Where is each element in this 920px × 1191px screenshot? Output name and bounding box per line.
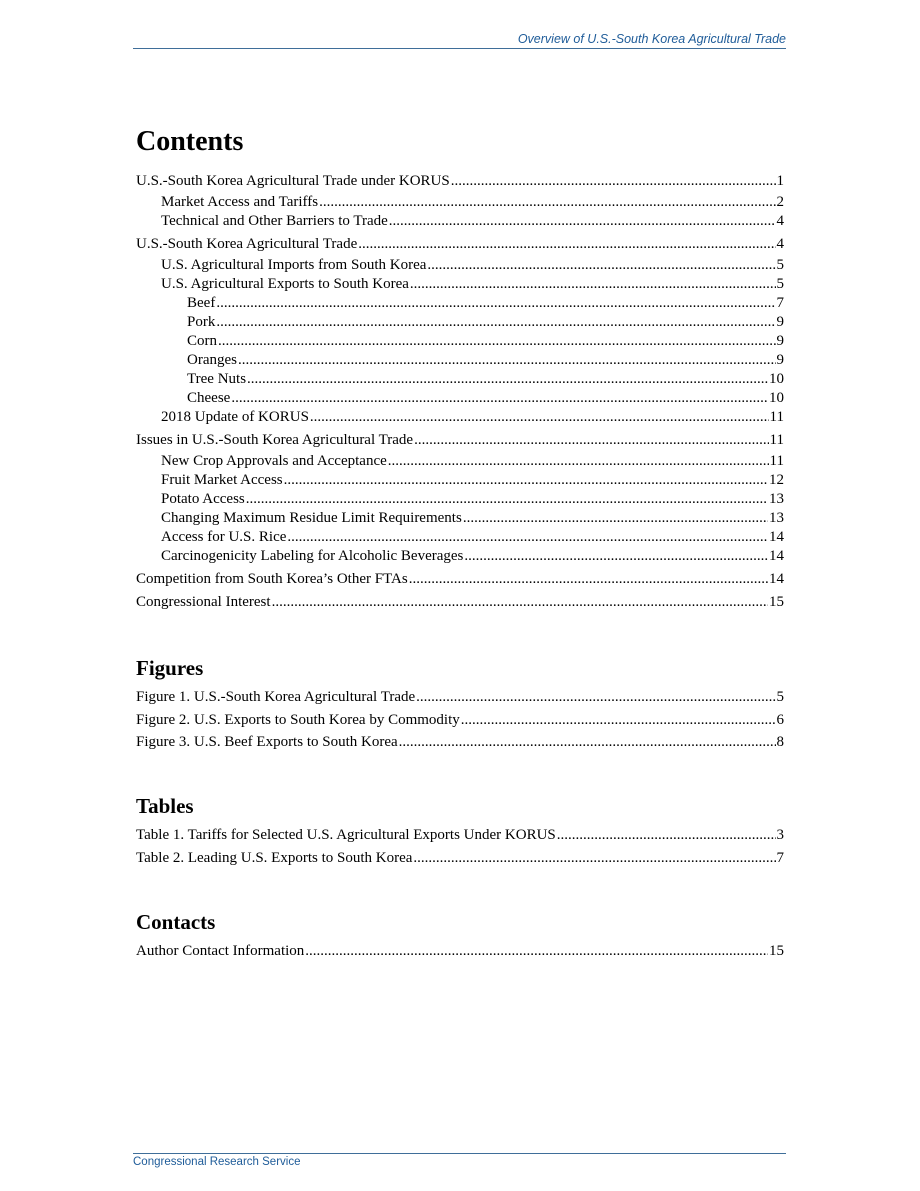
entry-title: Table 2. Leading U.S. Exports to South Korea — [136, 849, 413, 866]
entry-title: Figure 3. U.S. Beef Exports to South Korea — [136, 734, 398, 750]
entry-title: Competition from South Korea’s Other FTAs — [136, 571, 408, 587]
dot-leader — [410, 276, 776, 293]
entry-title: Cheese — [187, 390, 231, 406]
entry-page-number: 13 — [769, 510, 784, 526]
dot-leader — [272, 594, 768, 611]
dot-leader — [451, 173, 776, 190]
contents-list — [136, 173, 784, 616]
entry-page-number: 11 — [769, 432, 784, 448]
figures-heading: Figures — [136, 656, 204, 680]
entry-title: Beef — [187, 295, 216, 311]
figures-entry[interactable] — [136, 712, 784, 735]
dot-leader — [414, 432, 768, 449]
dot-leader — [464, 548, 768, 565]
dot-leader — [247, 371, 768, 388]
contents-entry[interactable] — [136, 409, 784, 432]
entry-title: U.S.-South Korea Agricultural Trade under KORUS — [136, 173, 450, 189]
entry-title: Changing Maximum Residue Limit Requirements — [161, 510, 462, 526]
dot-leader — [389, 213, 776, 230]
entry-title: Table 1. Tariffs for Selected U.S. Agricultural Exports Under KORUS — [136, 827, 556, 843]
entry-page-number: 9 — [776, 314, 784, 330]
entry-title: Corn — [187, 333, 217, 349]
dot-leader — [319, 194, 775, 211]
dot-leader — [427, 257, 775, 274]
entry-page-number: 11 — [769, 409, 784, 425]
tables-entry[interactable] — [136, 850, 784, 873]
entry-page-number: 14 — [769, 529, 784, 545]
entry-page-number: 11 — [769, 453, 784, 469]
entry-title: Access for U.S. Rice — [161, 529, 287, 545]
entry-page-number: 9 — [776, 333, 784, 349]
entry-page-number: 10 — [769, 371, 784, 387]
entry-title: Fruit Market Access — [161, 472, 283, 488]
entry-page-number: 3 — [776, 827, 784, 843]
contents-entry[interactable] — [136, 571, 784, 594]
entry-title: Market Access and Tariffs — [161, 194, 319, 210]
entry-title: Technical and Other Barriers to Trade — [161, 213, 388, 229]
contents-entry[interactable] — [136, 314, 784, 333]
entry-page-number: 13 — [769, 491, 784, 507]
contents-entry[interactable] — [136, 371, 784, 390]
contents-entry[interactable] — [136, 529, 784, 548]
contents-entry[interactable] — [136, 333, 784, 352]
tables-list — [136, 827, 784, 872]
contents-entry[interactable] — [136, 276, 784, 295]
contents-heading: Contents — [136, 126, 244, 157]
contents-entry[interactable] — [136, 453, 784, 472]
entry-page-number: 7 — [776, 849, 784, 866]
dot-leader — [461, 712, 776, 729]
entry-page-number: 10 — [769, 390, 784, 406]
contents-entry[interactable] — [136, 491, 784, 510]
dot-leader — [238, 352, 776, 369]
dot-leader — [399, 734, 776, 751]
entry-title: Oranges — [187, 352, 237, 368]
contacts-heading: Contacts — [136, 910, 216, 934]
dot-leader — [358, 236, 775, 253]
running-header: Overview of U.S.-South Korea Agricultural Trade — [133, 32, 786, 49]
entry-page-number: 5 — [776, 257, 784, 273]
entry-title: Author Contact Information — [136, 943, 305, 959]
figures-list — [136, 689, 784, 757]
contents-entry[interactable] — [136, 295, 784, 314]
contacts-list — [136, 943, 784, 966]
entry-title: Pork — [187, 314, 216, 330]
entry-page-number: 4 — [776, 213, 784, 229]
entry-page-number: 5 — [776, 276, 784, 292]
dot-leader — [463, 510, 768, 527]
dot-leader — [409, 571, 768, 588]
entry-title: U.S. Agricultural Exports to South Korea — [161, 276, 409, 292]
dot-leader — [216, 295, 775, 312]
dot-leader — [216, 314, 775, 331]
contents-entry[interactable] — [136, 510, 784, 529]
entry-title: U.S. Agricultural Imports from South Korea — [161, 257, 427, 273]
contents-entry[interactable] — [136, 236, 784, 257]
entry-title: 2018 Update of KORUS — [161, 409, 309, 425]
entry-title: Issues in U.S.-South Korea Agricultural Trade — [136, 432, 414, 448]
figures-entry[interactable] — [136, 734, 784, 757]
contents-entry[interactable] — [136, 432, 784, 453]
dot-leader — [416, 689, 775, 706]
dot-leader — [218, 333, 776, 350]
entry-title: Figure 2. U.S. Exports to South Korea by Commodity — [136, 711, 460, 728]
entry-page-number: 9 — [776, 352, 784, 368]
contents-entry[interactable] — [136, 472, 784, 491]
entry-page-number: 12 — [769, 472, 784, 488]
entry-page-number: 14 — [769, 548, 784, 564]
dot-leader — [413, 850, 775, 867]
contents-entry[interactable] — [136, 173, 784, 194]
entry-page-number: 4 — [776, 236, 784, 252]
entry-page-number: 14 — [769, 571, 784, 587]
contents-entry[interactable] — [136, 548, 784, 571]
contents-entry[interactable] — [136, 390, 784, 409]
dot-leader — [305, 943, 768, 960]
entry-page-number: 15 — [769, 943, 784, 959]
footer: Congressional Research Service — [133, 1153, 786, 1168]
entry-title: New Crop Approvals and Acceptance — [161, 453, 387, 469]
contents-entry[interactable] — [136, 352, 784, 371]
contents-entry[interactable] — [136, 594, 784, 616]
entry-title: Figure 1. U.S.-South Korea Agricultural Trade — [136, 689, 416, 705]
entry-page-number: 6 — [776, 711, 784, 728]
dot-leader — [388, 453, 769, 470]
dot-leader — [557, 827, 776, 844]
entry-page-number: 15 — [769, 594, 784, 610]
dot-leader — [246, 491, 768, 508]
dot-leader — [310, 409, 769, 426]
entry-title: Potato Access — [161, 491, 245, 507]
entry-page-number: 5 — [776, 689, 784, 705]
contacts-entry[interactable] — [136, 943, 784, 966]
entry-page-number: 8 — [776, 734, 784, 750]
dot-leader — [231, 390, 768, 407]
contents-entry[interactable] — [136, 194, 784, 213]
entry-title: Tree Nuts — [187, 371, 247, 387]
tables-heading: Tables — [136, 794, 194, 818]
tables-entry[interactable] — [136, 827, 784, 850]
figures-entry[interactable] — [136, 689, 784, 712]
dot-leader — [287, 529, 768, 546]
entry-title: Carcinogenicity Labeling for Alcoholic Beverages — [161, 548, 464, 564]
entry-page-number: 1 — [776, 173, 784, 189]
entry-page-number: 7 — [776, 295, 784, 311]
contents-entry[interactable] — [136, 257, 784, 276]
entry-title: U.S.-South Korea Agricultural Trade — [136, 236, 358, 252]
contents-entry[interactable] — [136, 213, 784, 236]
entry-title: Congressional Interest — [136, 594, 271, 610]
entry-page-number: 2 — [776, 194, 784, 210]
dot-leader — [284, 472, 768, 489]
